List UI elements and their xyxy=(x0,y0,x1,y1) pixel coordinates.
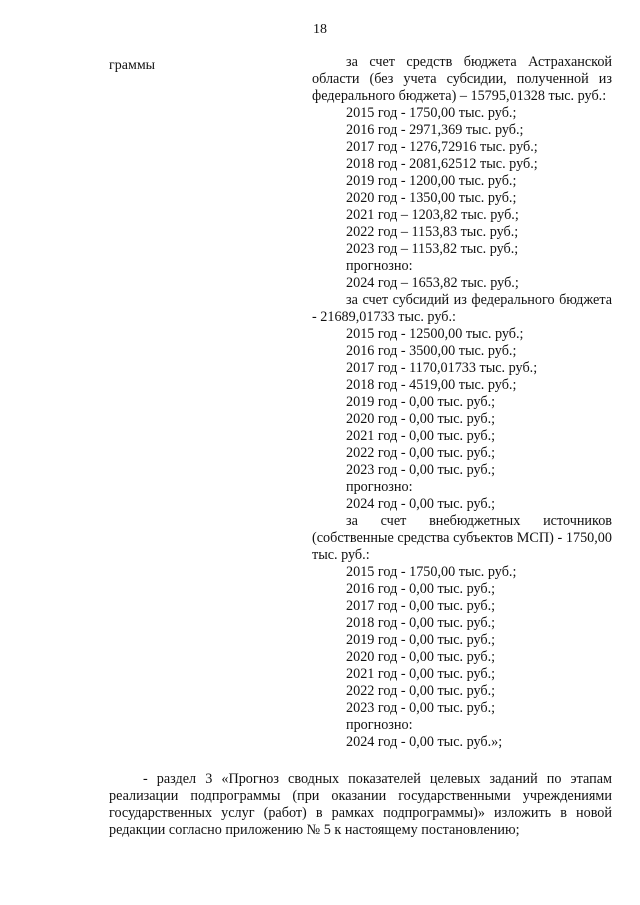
list-item: 2022 год - 0,00 тыс. руб.; xyxy=(346,445,496,461)
financing-section xyxy=(312,513,612,751)
list-item: 2016 год - 3500,00 тыс. руб.; xyxy=(346,343,517,359)
list-item: 2018 год - 4519,00 тыс. руб.; xyxy=(346,377,517,393)
list-item: прогнозно: xyxy=(346,717,413,733)
financing-section xyxy=(312,292,612,513)
left-column-label: граммы xyxy=(109,58,156,73)
list-item: 2019 год - 1200,00 тыс. руб.; xyxy=(346,173,517,189)
list-item: 2021 год – 1203,82 тыс. руб.; xyxy=(346,207,519,223)
list-item: 2020 год - 0,00 тыс. руб.; xyxy=(346,649,496,665)
list-item: прогнозно: xyxy=(346,258,413,274)
list-item: 2020 год - 0,00 тыс. руб.; xyxy=(346,411,496,427)
list-item: 2023 год – 1153,82 тыс. руб.; xyxy=(346,241,519,257)
list-item: 2018 год - 0,00 тыс. руб.; xyxy=(346,615,496,631)
list-item: 2020 год - 1350,00 тыс. руб.; xyxy=(346,190,517,206)
list-item: 2024 год - 0,00 тыс. руб.; xyxy=(346,496,496,512)
list-item: 2021 год - 0,00 тыс. руб.; xyxy=(346,666,496,682)
year-list xyxy=(312,326,612,513)
year-list xyxy=(312,105,612,292)
list-item: 2019 год - 0,00 тыс. руб.; xyxy=(346,632,496,648)
amendment-paragraph: - раздел 3 «Прогноз сводных показателей целевых заданий по этапам реализации подпрограммы (при оказании государственными учреждениями государственных услуг (работ) в рамках подпрограммы)» изложить в новой редакции согласно приложению № 5 к настоящему постановлению; xyxy=(109,771,612,838)
list-item: 2017 год - 1276,72916 тыс. руб.; xyxy=(346,139,538,155)
list-item: прогнозно: xyxy=(346,479,413,495)
page-number: 18 xyxy=(313,22,327,37)
list-item: 2018 год - 2081,62512 тыс. руб.; xyxy=(346,156,538,172)
list-item: 2021 год - 0,00 тыс. руб.; xyxy=(346,428,496,444)
list-item: 2016 год - 0,00 тыс. руб.; xyxy=(346,581,496,597)
section-intro: за счет средств бюджета Астраханской области (без учета субсидии, полученной из федерального бюджета) – 15795,01328 тыс. руб.: xyxy=(312,54,612,104)
financing-section xyxy=(312,54,612,292)
financing-column xyxy=(312,54,612,751)
list-item: 2022 год – 1153,83 тыс. руб.; xyxy=(346,224,519,240)
list-item: 2019 год - 0,00 тыс. руб.; xyxy=(346,394,496,410)
list-item: 2015 год - 1750,00 тыс. руб.; xyxy=(346,564,517,580)
year-list xyxy=(312,564,612,751)
list-item: 2017 год - 1170,01733 тыс. руб.; xyxy=(346,360,538,376)
list-item: 2017 год - 0,00 тыс. руб.; xyxy=(346,598,496,614)
list-item: 2024 год - 0,00 тыс. руб.»; xyxy=(346,734,503,750)
list-item: 2016 год - 2971,369 тыс. руб.; xyxy=(346,122,524,138)
list-item: 2015 год - 12500,00 тыс. руб.; xyxy=(346,326,524,342)
list-item: 2024 год – 1653,82 тыс. руб.; xyxy=(346,275,519,291)
section-intro: за счет внебюджетных источников (собственные средства субъектов МСП) - 1750,00 тыс. руб.: xyxy=(312,513,612,563)
list-item: 2023 год - 0,00 тыс. руб.; xyxy=(346,462,496,478)
list-item: 2022 год - 0,00 тыс. руб.; xyxy=(346,683,496,699)
section-intro: за счет субсидий из федерального бюджета - 21689,01733 тыс. руб.: xyxy=(312,292,612,325)
list-item: 2023 год - 0,00 тыс. руб.; xyxy=(346,700,496,716)
list-item: 2015 год - 1750,00 тыс. руб.; xyxy=(346,105,517,121)
